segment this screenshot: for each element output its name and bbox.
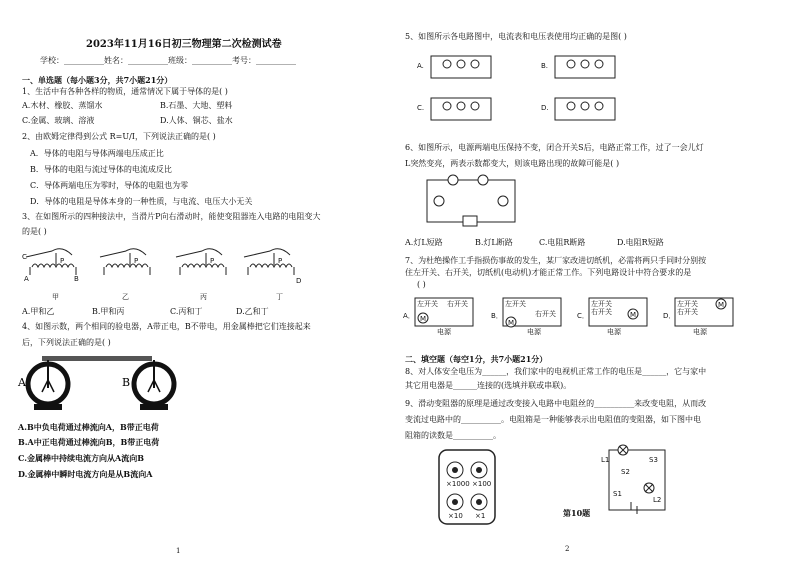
q7-stem-line2: 住左开关、右开关，切纸机(电动机)才能正常工作。下列电路设计中符合要求的是	[405, 268, 692, 277]
switch-left-label: 左开关	[417, 300, 438, 308]
q4-stem-line2: 后，下列说法正确的是( )	[22, 338, 111, 347]
q2-option-d: D．导体的电阻是导体本身的一种性质，与电流、电压大小无关	[30, 197, 253, 206]
q6-option-b: B.灯L断路	[475, 238, 513, 247]
q4-option-b: B.A中正电荷通过棒流向B，B带正电荷	[18, 437, 160, 447]
switch-left-label: 左开关	[505, 300, 526, 308]
q8-line2: 其它用电器是______连接的(选填并联或串联)。	[405, 381, 572, 390]
q6-stem-line2: L突然变亮，两表示数都变大，则该电路出现的故障可能是( )	[405, 159, 620, 168]
q5-circuit-a	[417, 56, 491, 78]
page-number-2: 2	[565, 545, 570, 553]
q5-circuit-d	[541, 98, 615, 120]
section-1-heading: 一、单选题（每小题3分，共7小题21分）	[22, 75, 173, 85]
q7-circuit-a	[403, 298, 473, 336]
q3-rheostat-figures	[14, 245, 314, 307]
q3-stem-line1: 3、在如图所示的四种接法中，当滑片P向右滑动时，能使变阻器连入电路的电阻变大	[22, 212, 321, 221]
knob-x1000-label: ×1000	[446, 480, 470, 488]
rheostat-jia	[22, 249, 79, 283]
knob-x1-label: ×1	[475, 512, 486, 520]
power-source-label: 电源	[527, 328, 541, 336]
terminal-b-label: B	[74, 275, 79, 283]
q5-label-b: B.	[541, 62, 549, 70]
switch-s1-label: S1	[613, 490, 622, 498]
q7-label-b: B．	[491, 312, 503, 320]
q5-label-d: D.	[541, 104, 549, 112]
lamp-l1-label: L1	[601, 456, 610, 464]
rheostat-bing	[176, 249, 226, 275]
switch-s2-label: S2	[621, 468, 630, 476]
knob-x100-label: ×100	[472, 480, 492, 488]
slider-p-label: P	[134, 257, 139, 265]
q7-circuit-b	[491, 298, 561, 336]
q5-circuit-figures	[417, 52, 657, 142]
q1-option-a: A.木材、橡胶、蒸馏水	[22, 101, 103, 110]
section-2-heading: 二、填空题（每空1分，共7小题21分）	[405, 354, 548, 364]
switch-right-label: 右开关	[535, 310, 556, 318]
q3-option-a: A.甲和乙	[22, 307, 55, 316]
switch-right-label: 右开关	[447, 300, 468, 308]
q6-stem-line1: 6、如图所示，电源两端电压保持不变，闭合开关S后，电路正常工作，过了一会儿灯	[405, 143, 704, 152]
power-source-label: 电源	[437, 328, 451, 336]
q3-option-b: B.甲和丙	[92, 307, 125, 316]
q7-stem-line3: ( )	[417, 280, 426, 289]
rheostat-yi	[100, 249, 150, 275]
q5-label-c: C.	[417, 104, 425, 112]
fig-label-jia: 甲	[52, 293, 59, 301]
electroscope-a	[28, 360, 68, 410]
switch-right-label: 右开关	[591, 308, 612, 316]
q2-option-b: B．导体的电阻与流过导体的电流成反比	[30, 165, 172, 174]
q4-electroscopes-figure	[10, 350, 210, 414]
q5-circuit-c	[417, 98, 491, 120]
q6-option-d: D.电阻R短路	[617, 238, 664, 247]
svg-text:M: M	[718, 301, 725, 309]
svg-text:M: M	[630, 311, 637, 319]
q1-option-d: D.人体、铜芯、盐水	[160, 116, 233, 125]
electroscope-b	[134, 360, 174, 410]
knob-x10-label: ×10	[448, 512, 463, 520]
power-source-label: 电源	[607, 328, 621, 336]
svg-text:M: M	[508, 319, 515, 327]
q7-circuit-c	[577, 298, 647, 336]
slider-p-label: P	[60, 257, 65, 265]
electroscope-a-label: A	[18, 376, 26, 389]
switch-right-label: 右开关	[677, 308, 698, 316]
q4-option-a: A.B中负电荷通过棒流向A，B带正电荷	[18, 422, 159, 432]
q7-circuit-d	[663, 298, 733, 336]
slider-p-label: P	[278, 257, 283, 265]
q2-option-a: A．导体的电阻与导体两端电压成正比	[30, 149, 164, 158]
q2-stem: 2、由欧姆定律得到公式 R=U/I，下列说法正确的是( )	[22, 132, 216, 141]
page-2	[397, 0, 794, 561]
switch-left-label: 左开关	[591, 300, 612, 308]
rheostat-ding	[244, 249, 301, 285]
metal-rod	[42, 356, 152, 361]
fig-label-yi: 乙	[122, 293, 129, 301]
terminal-d-label: D	[296, 277, 302, 285]
fig-label-ding: 丁	[276, 293, 283, 301]
slider-p-label: P	[210, 257, 215, 265]
q9-line3: 阻箱的读数是__________。	[405, 431, 501, 440]
q1-option-c: C.金属、玻璃、溶液	[22, 116, 95, 125]
student-info-line: 学校：__________姓名：__________班级：__________考号：__________	[40, 56, 296, 65]
q7-label-c: C．	[577, 312, 589, 320]
terminal-a-label: A	[24, 275, 29, 283]
switch-left-label: 左开关	[677, 300, 698, 308]
power-source-label: 电源	[693, 328, 707, 336]
q3-option-d: D.乙和丁	[236, 307, 269, 316]
q7-label-a: A．	[403, 312, 415, 320]
q7-label-d: D．	[663, 312, 676, 320]
q9-line1: 9、滑动变阻器的原理是通过改变接入电路中电阻丝的__________来改变电阻，从而改	[405, 399, 707, 408]
q6-circuit-figure	[423, 176, 523, 228]
q8-line1: 8、对人体安全电压为______，我们家中的电视机正常工作的电压是______，它与家中	[405, 367, 707, 376]
exam-title: 2023年11月16日初三物理第二次检测试卷	[86, 39, 282, 50]
electroscope-b-label: B	[122, 376, 131, 389]
terminal-c-label: C	[22, 253, 27, 261]
q7-circuit-figures	[403, 292, 743, 342]
q5-stem: 5、如图所示各电路图中，电流表和电压表使用均正确的是图( )	[405, 32, 627, 41]
q6-option-a: A.灯L短路	[405, 238, 443, 247]
fig-label-bing: 丙	[200, 293, 207, 301]
q4-stem-line1: 4、如图示数，两个相同的验电器，A带正电，B不带电，用金属棒把它们连接起来	[22, 322, 311, 331]
q2-option-c: C．导体两端电压为零时，导体的电阻也为零	[30, 181, 189, 190]
q7-stem-line1: 7、为杜绝操作工手指损伤事故的发生，某厂家改进切纸机，必需将两只手同时分别按	[405, 256, 707, 265]
q6-option-c: C.电阻R断路	[539, 238, 586, 247]
q4-option-c: C.金属棒中持续电流方向从A流向B	[18, 453, 144, 463]
switch-s3-label: S3	[649, 456, 658, 464]
q10-circuit-figure	[601, 440, 681, 524]
fig10-caption: 第10题	[563, 508, 591, 518]
q9-line2: 变流过电路中的__________。电阻箱是一种能够表示出电阻值的变阻器，如下图中电	[405, 415, 701, 424]
q1-option-b: B.石墨、大地、塑料	[160, 101, 233, 110]
svg-text:M: M	[420, 315, 427, 323]
q4-option-d: D.金属棒中瞬时电流方向是从B流向A	[18, 469, 153, 479]
q5-circuit-b	[541, 56, 615, 78]
q5-label-a: A.	[417, 62, 424, 70]
q3-option-c: C.丙和丁	[170, 307, 203, 316]
page-number-1: 1	[176, 547, 181, 555]
lamp-l2-label: L2	[653, 496, 662, 504]
resistance-box-figure	[437, 448, 499, 528]
q1-stem: 1、生活中有各种各样的物质，通常情况下属于导体的是( )	[22, 87, 228, 96]
q3-stem-line2: 的是( )	[22, 227, 47, 236]
